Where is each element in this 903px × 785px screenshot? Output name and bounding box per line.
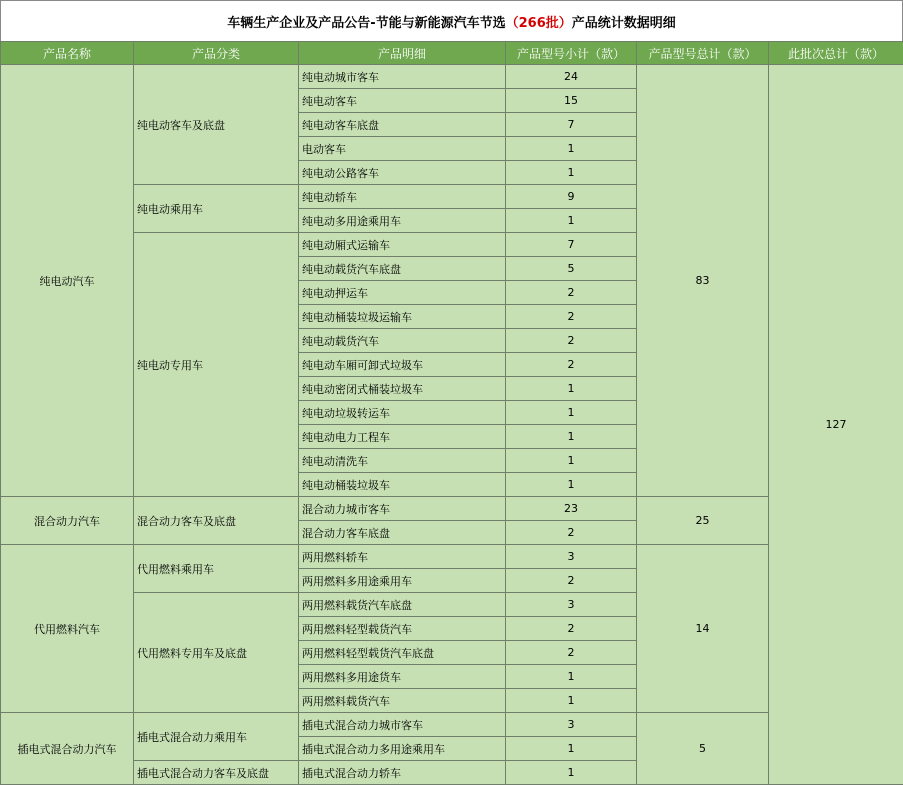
product-detail-cell: 两用燃料载货汽车底盘 — [299, 593, 506, 617]
product-name-cell: 纯电动汽车 — [1, 65, 134, 497]
product-name-cell: 插电式混合动力汽车 — [1, 713, 134, 785]
model-subtotal-cell: 1 — [506, 377, 637, 401]
model-subtotal-cell: 1 — [506, 401, 637, 425]
header-product-name: 产品名称 — [1, 42, 134, 65]
table-row — [1, 497, 903, 521]
model-subtotal-cell: 2 — [506, 521, 637, 545]
product-category-cell: 代用燃料乘用车 — [134, 545, 299, 593]
product-detail-cell: 两用燃料多用途乘用车 — [299, 569, 506, 593]
model-subtotal-cell: 7 — [506, 233, 637, 257]
product-detail-cell: 纯电动公路客车 — [299, 161, 506, 185]
product-detail-cell: 纯电动桶装垃圾车 — [299, 473, 506, 497]
product-detail-cell: 纯电动多用途乘用车 — [299, 209, 506, 233]
model-subtotal-cell: 1 — [506, 137, 637, 161]
model-subtotal-cell: 2 — [506, 305, 637, 329]
model-subtotal-cell: 1 — [506, 209, 637, 233]
model-subtotal-cell: 1 — [506, 689, 637, 713]
product-detail-cell: 两用燃料轻型载货汽车底盘 — [299, 641, 506, 665]
header-product-detail: 产品明细 — [299, 42, 506, 65]
product-detail-cell: 纯电动电力工程车 — [299, 425, 506, 449]
model-subtotal-cell: 2 — [506, 353, 637, 377]
table-row — [1, 545, 903, 569]
product-detail-cell: 纯电动密闭式桶装垃圾车 — [299, 377, 506, 401]
model-subtotal-cell: 23 — [506, 497, 637, 521]
product-detail-cell: 纯电动桶装垃圾运输车 — [299, 305, 506, 329]
header-model-total: 产品型号总计（款） — [637, 42, 769, 65]
title-prefix: 车辆生产企业及产品公告-节能与新能源汽车节选 — [227, 15, 506, 31]
product-detail-cell: 纯电动载货汽车 — [299, 329, 506, 353]
product-detail-cell: 纯电动清洗车 — [299, 449, 506, 473]
table-row — [1, 713, 903, 737]
product-detail-cell: 插电式混合动力多用途乘用车 — [299, 737, 506, 761]
product-detail-cell: 两用燃料轿车 — [299, 545, 506, 569]
model-subtotal-cell: 9 — [506, 185, 637, 209]
product-category-cell: 插电式混合动力客车及底盘 — [134, 761, 299, 785]
model-subtotal-cell: 2 — [506, 329, 637, 353]
model-total-cell: 25 — [637, 497, 769, 545]
product-detail-cell: 纯电动车厢可卸式垃圾车 — [299, 353, 506, 377]
product-detail-cell: 两用燃料轻型载货汽车 — [299, 617, 506, 641]
product-detail-cell: 混合动力城市客车 — [299, 497, 506, 521]
model-subtotal-cell: 1 — [506, 665, 637, 689]
product-detail-cell: 纯电动客车底盘 — [299, 113, 506, 137]
product-detail-cell: 纯电动客车 — [299, 89, 506, 113]
model-subtotal-cell: 1 — [506, 737, 637, 761]
product-detail-cell: 纯电动押运车 — [299, 281, 506, 305]
title-batch: （266批） — [505, 15, 572, 31]
product-detail-cell: 插电式混合动力城市客车 — [299, 713, 506, 737]
title-suffix: 产品统计数据明细 — [571, 15, 676, 31]
model-subtotal-cell: 3 — [506, 593, 637, 617]
model-subtotal-cell: 15 — [506, 89, 637, 113]
model-subtotal-cell: 1 — [506, 425, 637, 449]
product-detail-cell: 纯电动轿车 — [299, 185, 506, 209]
product-name-cell: 混合动力汽车 — [1, 497, 134, 545]
model-subtotal-cell: 3 — [506, 713, 637, 737]
model-subtotal-cell: 2 — [506, 569, 637, 593]
header-batch-total: 此批次总计（款） — [769, 42, 903, 65]
product-detail-cell: 纯电动城市客车 — [299, 65, 506, 89]
model-subtotal-cell: 1 — [506, 473, 637, 497]
batch-total-cell: 127 — [769, 65, 903, 785]
table-row — [1, 65, 903, 89]
model-subtotal-cell: 1 — [506, 449, 637, 473]
sheet-title — [0, 0, 903, 42]
product-category-cell: 纯电动乘用车 — [134, 185, 299, 233]
model-subtotal-cell: 24 — [506, 65, 637, 89]
product-detail-cell: 两用燃料载货汽车 — [299, 689, 506, 713]
product-category-cell: 代用燃料专用车及底盘 — [134, 593, 299, 713]
product-category-cell: 混合动力客车及底盘 — [134, 497, 299, 545]
product-detail-cell: 纯电动厢式运输车 — [299, 233, 506, 257]
model-total-cell: 14 — [637, 545, 769, 713]
header-row — [1, 42, 903, 65]
product-detail-cell: 纯电动载货汽车底盘 — [299, 257, 506, 281]
model-subtotal-cell: 1 — [506, 161, 637, 185]
product-detail-cell: 混合动力客车底盘 — [299, 521, 506, 545]
model-subtotal-cell: 2 — [506, 617, 637, 641]
product-name-cell: 代用燃料汽车 — [1, 545, 134, 713]
header-model-subtotal: 产品型号小计（款） — [506, 42, 637, 65]
data-table — [0, 41, 903, 785]
product-detail-cell: 纯电动垃圾转运车 — [299, 401, 506, 425]
model-subtotal-cell: 2 — [506, 641, 637, 665]
model-subtotal-cell: 3 — [506, 545, 637, 569]
product-detail-cell: 插电式混合动力轿车 — [299, 761, 506, 785]
product-category-cell: 插电式混合动力乘用车 — [134, 713, 299, 761]
model-subtotal-cell: 5 — [506, 257, 637, 281]
product-category-cell: 纯电动专用车 — [134, 233, 299, 497]
model-subtotal-cell: 1 — [506, 761, 637, 785]
model-total-cell: 5 — [637, 713, 769, 785]
table-body — [1, 65, 903, 785]
model-subtotal-cell: 7 — [506, 113, 637, 137]
model-total-cell: 83 — [637, 65, 769, 497]
header-product-category: 产品分类 — [134, 42, 299, 65]
product-category-cell: 纯电动客车及底盘 — [134, 65, 299, 185]
product-detail-cell: 电动客车 — [299, 137, 506, 161]
product-detail-cell: 两用燃料多用途货车 — [299, 665, 506, 689]
model-subtotal-cell: 2 — [506, 281, 637, 305]
